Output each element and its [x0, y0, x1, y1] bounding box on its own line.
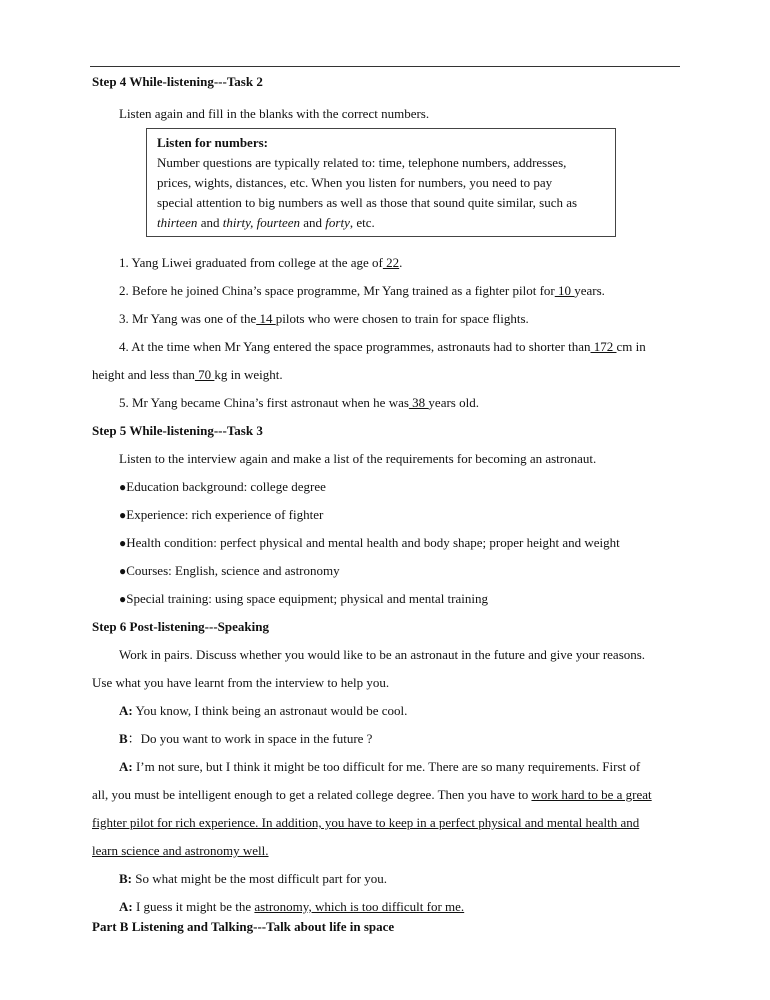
item-text: 5. Mr Yang became China’s first astronaut when he was: [119, 395, 409, 410]
worksheet: [92, 72, 680, 941]
dialogue-line: [92, 865, 680, 893]
dialogue-text: So what might be the most difficult part for you.: [132, 871, 388, 886]
dialogue-line: [92, 837, 680, 865]
bullet-icon: ●: [119, 592, 127, 606]
fill-item: [92, 333, 680, 361]
step5-instruction: Listen to the interview again and make a list of the requirements for becoming an astronaut.: [119, 451, 597, 466]
requirement-text: Special training: using space equipment; physical and mental training: [126, 591, 488, 606]
dialogue-line: [92, 753, 680, 781]
dialogue-line: [92, 697, 680, 725]
requirement-item: [92, 501, 680, 529]
bullet-icon: ●: [119, 508, 127, 522]
item-text: 3. Mr Yang was one of the: [119, 311, 257, 326]
speaker-label: B:: [119, 871, 132, 886]
item-answer: 10: [554, 283, 575, 298]
item-answer: 22: [382, 255, 400, 270]
speaker-label: B: [119, 731, 128, 746]
step4-instruction: Listen again and fill in the blanks with the correct numbers.: [119, 106, 430, 121]
item-answer: 70: [194, 367, 215, 382]
dialogue-line: [92, 809, 680, 837]
item-text: kg in weight.: [214, 367, 283, 382]
tip-text: , etc.: [349, 215, 375, 230]
requirement-item: [92, 529, 680, 557]
step4-heading: Step 4 While-listening---Task 2: [92, 74, 263, 89]
dialogue-text: all, you must be intelligent enough to get a related college degree. Then you have to: [92, 787, 532, 802]
dialogue-text: You know, I think being an astronaut would be cool.: [132, 703, 408, 718]
item-text: 4. At the time when Mr Yang entered the space programmes, astronauts had to shorter than: [119, 339, 591, 354]
answer-text: astronomy, which is too difficult for me.: [254, 899, 465, 914]
top-rule: [90, 66, 680, 67]
bullet-icon: ●: [119, 536, 127, 550]
tip-word: thirteen: [157, 215, 198, 230]
item-answer: 172: [590, 339, 617, 354]
requirement-item: [92, 557, 680, 585]
tip-line: Number questions are typically related to: time, telephone numbers, addresses,: [157, 155, 567, 170]
tip-text: and: [300, 215, 326, 230]
step6-intro: Work in pairs. Discuss whether you would like to be an astronaut in the future and give your reasons.: [119, 647, 646, 662]
dialogue-text: I’m not sure, but I think it might be too difficult for me. There are so many requirements. First of: [132, 759, 641, 774]
tip-text: and: [197, 215, 223, 230]
dialogue-text: ：Do you want to work in space in the future ?: [127, 731, 373, 746]
fill-item: [92, 361, 680, 389]
tip-line: prices, wights, distances, etc. When you listen for numbers, you need to pay: [157, 175, 553, 190]
answer-text: learn science and astronomy well.: [92, 843, 269, 858]
item-text: height and less than: [92, 367, 195, 382]
item-answer: 14: [256, 311, 276, 326]
answer-text: fighter pilot for rich experience. In addition, you have to keep in a perfect physical and mental health and: [92, 815, 640, 830]
item-text: .: [399, 255, 403, 270]
tip-box: [146, 128, 616, 237]
step6-intro: Use what you have learnt from the interview to help you.: [92, 675, 390, 690]
fill-item: [92, 389, 680, 417]
requirement-text: Experience: rich experience of fighter: [126, 507, 324, 522]
step5-heading: Step 5 While-listening---Task 3: [92, 423, 263, 438]
requirement-item: [92, 585, 680, 613]
fill-item: [92, 305, 680, 333]
item-text: years old.: [428, 395, 479, 410]
item-text: years.: [574, 283, 605, 298]
requirement-text: Education background: college degree: [126, 479, 326, 494]
item-text: pilots who were chosen to train for space flights.: [275, 311, 529, 326]
tip-word: forty: [325, 215, 350, 230]
requirement-text: Courses: English, science and astronomy: [126, 563, 340, 578]
item-text: 2. Before he joined China’s space programme, Mr Yang trained as a fighter pilot for: [119, 283, 555, 298]
dialogue-text: I guess it might be the: [132, 899, 255, 914]
tip-title: Listen for numbers:: [157, 135, 268, 150]
bullet-icon: ●: [119, 480, 127, 494]
partb-heading: Part B Listening and Talking---Talk about life in space: [92, 919, 395, 934]
fill-item: [92, 277, 680, 305]
speaker-label: A:: [119, 899, 133, 914]
step6-heading: Step 6 Post-listening---Speaking: [92, 619, 269, 634]
item-text: cm in: [616, 339, 646, 354]
tip-line: [157, 213, 615, 233]
item-text: 1. Yang Liwei graduated from college at the age of: [119, 255, 383, 270]
fill-item: [92, 249, 680, 277]
requirement-text: Health condition: perfect physical and mental health and body shape; proper height and weight: [126, 535, 620, 550]
bullet-icon: ●: [119, 564, 127, 578]
requirement-item: [92, 473, 680, 501]
dialogue-line: [92, 725, 680, 753]
speaker-label: A:: [119, 759, 133, 774]
speaker-label: A:: [119, 703, 133, 718]
tip-line: special attention to big numbers as well as those that sound quite similar, such as: [157, 195, 578, 210]
tip-word: thirty, fourteen: [222, 215, 300, 230]
item-answer: 38: [408, 395, 429, 410]
dialogue-line: [92, 893, 680, 913]
dialogue-line: [92, 781, 680, 809]
answer-text: work hard to be a great: [531, 787, 652, 802]
